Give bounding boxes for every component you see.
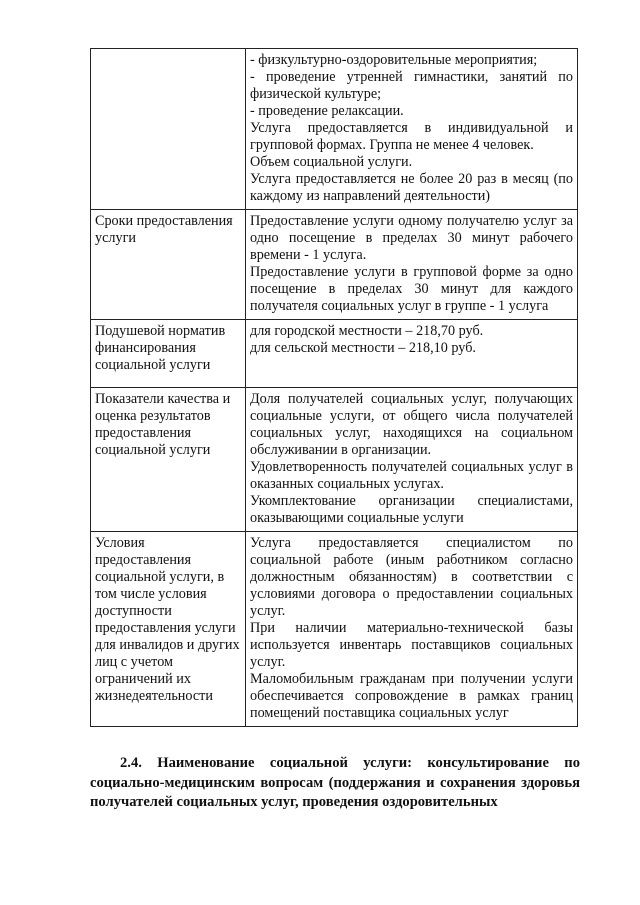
table-row: [91, 388, 578, 532]
row-label: Условия предоставления социальной услуги, в том числе условия доступности предоставления услуги для инвалидов и других лиц с учетом ограничений их жизнедеятельности: [95, 535, 240, 704]
content-paragraph: Удовлетворенность получателей социальных услуг в оказанных социальных услугах.: [250, 459, 573, 492]
row-label-cell: [91, 49, 246, 210]
row-content-cell: [246, 532, 578, 727]
content-paragraph: Доля получателей социальных услуг, получающих социальные услуги, от общего числа получателей социальных услуг, находящихся на социальном обслуживании в организации.: [250, 391, 573, 458]
row-label-cell: [91, 388, 246, 532]
content-paragraph: - физкультурно-оздоровительные мероприятия;: [250, 52, 538, 68]
row-content-cell: [246, 210, 578, 320]
table-row: [91, 532, 578, 727]
row-label: Подушевой норматив финансирования социальной услуги: [95, 323, 226, 373]
content-paragraph: При наличии материально-технической базы используется инвентарь поставщиков социальных услуг.: [250, 620, 573, 670]
content-paragraph: Маломобильным гражданам при получении услуги обеспечивается сопровождение в рамках границ помещений поставщика социальных услуг: [250, 671, 573, 721]
content-paragraph: Предоставление услуги одному получателю услуг за одно посещение в пределах 30 минут рабочего времени - 1 услуга.: [250, 213, 573, 263]
section-heading: 2.4. Наименование социальной услуги: консультирование по социально-медицинским вопросам (поддержания и сохранения здоровья получателей социальных услуг, проведения оздоровительных: [90, 755, 580, 810]
row-label-cell: [91, 532, 246, 727]
row-label: Показатели качества и оценка результатов предоставления социальной услуги: [95, 391, 231, 458]
row-content-cell: [246, 49, 578, 210]
table-row: [91, 49, 578, 210]
table-row: [91, 320, 578, 388]
content-paragraph: Услуга предоставляется не более 20 раз в месяц (по каждому из направлений деятельности): [250, 171, 573, 204]
row-content-cell: [246, 388, 578, 532]
table-row: [91, 210, 578, 320]
content-paragraph: Услуга предоставляется в индивидуальной и групповой формах. Группа не менее 4 человек.: [250, 120, 573, 153]
row-label-cell: [91, 210, 246, 320]
content-paragraph: - проведение утренней гимнастики, занятий по физической культуре;: [250, 69, 573, 102]
content-paragraph: - проведение релаксации.: [250, 103, 404, 119]
row-label-cell: [91, 320, 246, 388]
content-paragraph: Объем социальной услуги.: [250, 154, 413, 170]
row-label: Сроки предоставления услуги: [95, 213, 233, 246]
row-content-cell: [246, 320, 578, 388]
service-description-table: [90, 48, 578, 727]
content-paragraph: для городской местности – 218,70 руб.: [250, 323, 484, 339]
content-paragraph: Укомплектование организации специалистами, оказывающими социальные услуги: [250, 493, 573, 526]
content-paragraph: Предоставление услуги в групповой форме за одно посещение в пределах 30 минут для каждого получателя социальных услуг в группе - 1 услуга: [250, 264, 573, 314]
content-paragraph: для сельской местности – 218,10 руб.: [250, 340, 476, 356]
content-paragraph: Услуга предоставляется специалистом по социальной работе (иным работником согласно должностным обязанностям) в соответствии с условиями договора о предоставлении социальных услуг.: [250, 535, 573, 619]
